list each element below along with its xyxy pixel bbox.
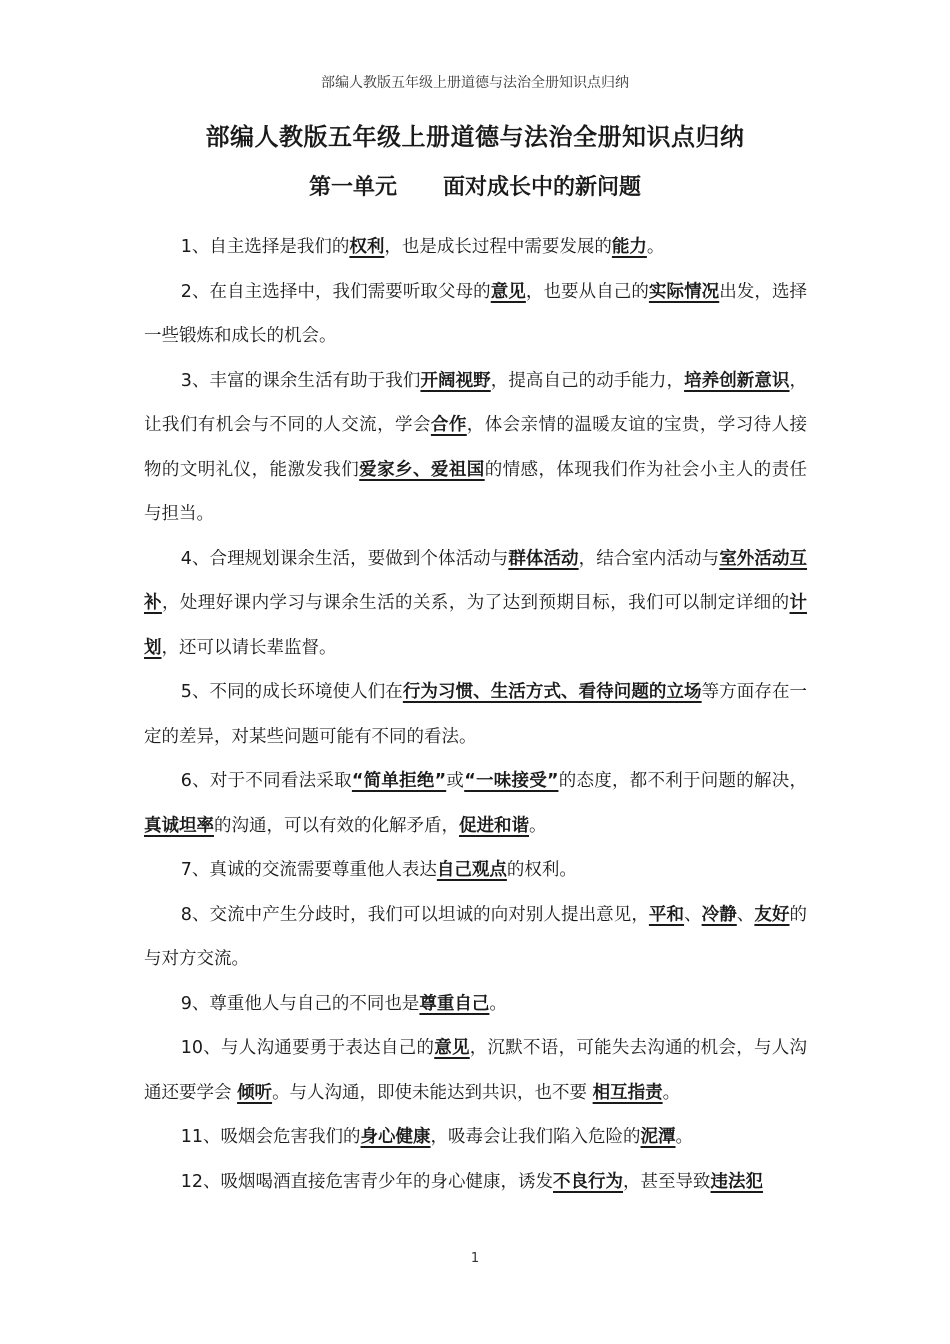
text-segment: 12、吸烟喝酒直接危害青少年的身心健康，诱发 <box>180 1171 554 1192</box>
text-segment: 的与对方交流。 <box>144 904 808 969</box>
key-term: 倾听 <box>237 1082 273 1103</box>
text-segment: 。 <box>489 993 507 1014</box>
text-segment: ，提高自己的动手能力， <box>490 370 685 391</box>
key-term: 行为习惯、生活方式、看待问题的立场 <box>402 682 702 702</box>
knowledge-point-2 <box>144 270 807 359</box>
text-segment: 的沟通，可以有效的化解矛盾， <box>214 815 459 836</box>
key-term: 真诚坦率 <box>144 815 214 836</box>
text-segment: 的情感，体现我们作为社会小主人的责任与担当。 <box>144 459 808 524</box>
text-segment: ，也要从自己的 <box>525 281 649 302</box>
key-term: 身心健康 <box>360 1127 431 1147</box>
text-segment: ，沉默不语，可能失去沟通的机会，与人沟通还要学会 <box>144 1038 807 1103</box>
text-segment: 7、真诚的交流需要尊重他人表达 <box>180 860 437 880</box>
key-term: 平和 <box>648 904 685 925</box>
page-number: 1 <box>470 1251 480 1266</box>
text-segment: ，体会亲情的温暖友谊的宝贵，学习待人接物的文明礼仪，能激发我们 <box>144 415 808 480</box>
key-term: 能力 <box>611 237 647 257</box>
knowledge-point-10 <box>144 1026 807 1115</box>
document-title: 部编人教版五年级上册道德与法治全册知识点归纳 <box>205 123 745 151</box>
text-segment: ，让我们有机会与不同的人交流，学会 <box>144 370 808 435</box>
knowledge-point-5 <box>144 670 807 759</box>
key-term: 室外活动互补 <box>144 548 808 613</box>
knowledge-point-8 <box>144 893 807 982</box>
text-segment: ，也是成长过程中需要发展的 <box>384 237 612 257</box>
text-segment: 。 <box>646 237 665 257</box>
text-segment: 10、与人沟通要勇于表达自己的 <box>180 1038 435 1058</box>
text-segment: 的权利。 <box>506 860 577 880</box>
key-term: 相互指责 <box>592 1082 663 1103</box>
text-segment: 11、吸烟会危害我们的 <box>180 1127 361 1147</box>
key-term: 友好 <box>754 904 790 925</box>
text-segment: 6、对于不同看法采取 <box>180 771 352 791</box>
text-segment: 1、自主选择是我们的 <box>180 237 350 257</box>
key-term: 违法犯 <box>710 1171 764 1192</box>
key-term: “一味接受” <box>464 771 559 791</box>
text-segment: ，处理好课内学习与课余生活的关系，为了达到预期目标，我们可以制定详细的 <box>161 593 790 613</box>
text-segment: 3、丰富的课余生活有助于我们 <box>180 370 421 391</box>
text-segment: 9、尊重他人与自己的不同也是 <box>180 993 420 1014</box>
key-term: 群体活动 <box>508 548 579 569</box>
text-segment: 、 <box>684 904 702 925</box>
text-segment: 5、不同的成长环境使人们在 <box>180 682 403 702</box>
text-segment: 8、交流中产生分歧时，我们可以坦诚的向对别人提出意见， <box>180 904 649 925</box>
text-segment: 等方面存在一定的差异，对某些问题可能有不同的看法。 <box>144 682 808 747</box>
knowledge-point-11 <box>144 1115 807 1160</box>
knowledge-point-7 <box>144 848 807 893</box>
key-term: 实际情况 <box>648 281 720 302</box>
knowledge-point-9 <box>144 982 807 1027</box>
key-term: 泥潭 <box>640 1127 676 1147</box>
key-term: 开阔视野 <box>420 370 491 391</box>
key-term: “简单拒绝” <box>351 771 447 791</box>
text-segment: ，结合室内活动与 <box>578 548 720 569</box>
key-term: 不良行为 <box>553 1171 624 1192</box>
knowledge-point-12 <box>144 1160 807 1205</box>
key-term: 合作 <box>430 415 467 435</box>
text-segment: ，还可以请长辈监督。 <box>161 637 337 658</box>
key-term: 培养创新意识 <box>684 370 790 391</box>
text-segment: 4、合理规划课余生活，要做到个体活动与 <box>180 548 509 569</box>
running-header: 部编人教版五年级上册道德与法治全册知识点归纳 <box>321 75 629 91</box>
unit-heading: 第一单元 面对成长中的新问题 <box>309 175 641 200</box>
text-segment: ，甚至导致 <box>623 1171 711 1192</box>
knowledge-point-6 <box>144 759 807 848</box>
key-term: 爱家乡、爱祖国 <box>359 459 485 480</box>
text-segment: 。与人沟通，即使未能达到共识，也不要 <box>272 1082 593 1103</box>
text-segment: ，吸毒会让我们陷入危险的 <box>430 1127 641 1147</box>
knowledge-point-1 <box>144 225 807 270</box>
text-segment: 。 <box>662 1082 681 1103</box>
knowledge-point-3 <box>144 359 807 537</box>
key-term: 自己观点 <box>436 860 507 880</box>
key-term: 促进和谐 <box>459 815 529 836</box>
text-segment: 2、在自主选择中，我们需要听取父母的 <box>180 281 491 302</box>
key-term: 意见 <box>490 281 526 302</box>
knowledge-point-4 <box>144 537 807 671</box>
text-segment: 。 <box>675 1127 694 1147</box>
text-segment: 或 <box>446 771 465 791</box>
document-body <box>144 225 807 1204</box>
key-term: 尊重自己 <box>419 993 490 1014</box>
key-term: 冷静 <box>701 904 737 925</box>
text-segment: 出发，选择一些锻炼和成长的机会。 <box>144 281 808 346</box>
key-term: 权利 <box>349 237 385 257</box>
text-segment: 的态度，都不利于问题的解决， <box>558 771 807 791</box>
key-term: 意见 <box>434 1038 470 1058</box>
text-segment: 。 <box>529 815 547 836</box>
key-term: 计划 <box>144 593 808 658</box>
text-segment: 、 <box>736 904 755 925</box>
